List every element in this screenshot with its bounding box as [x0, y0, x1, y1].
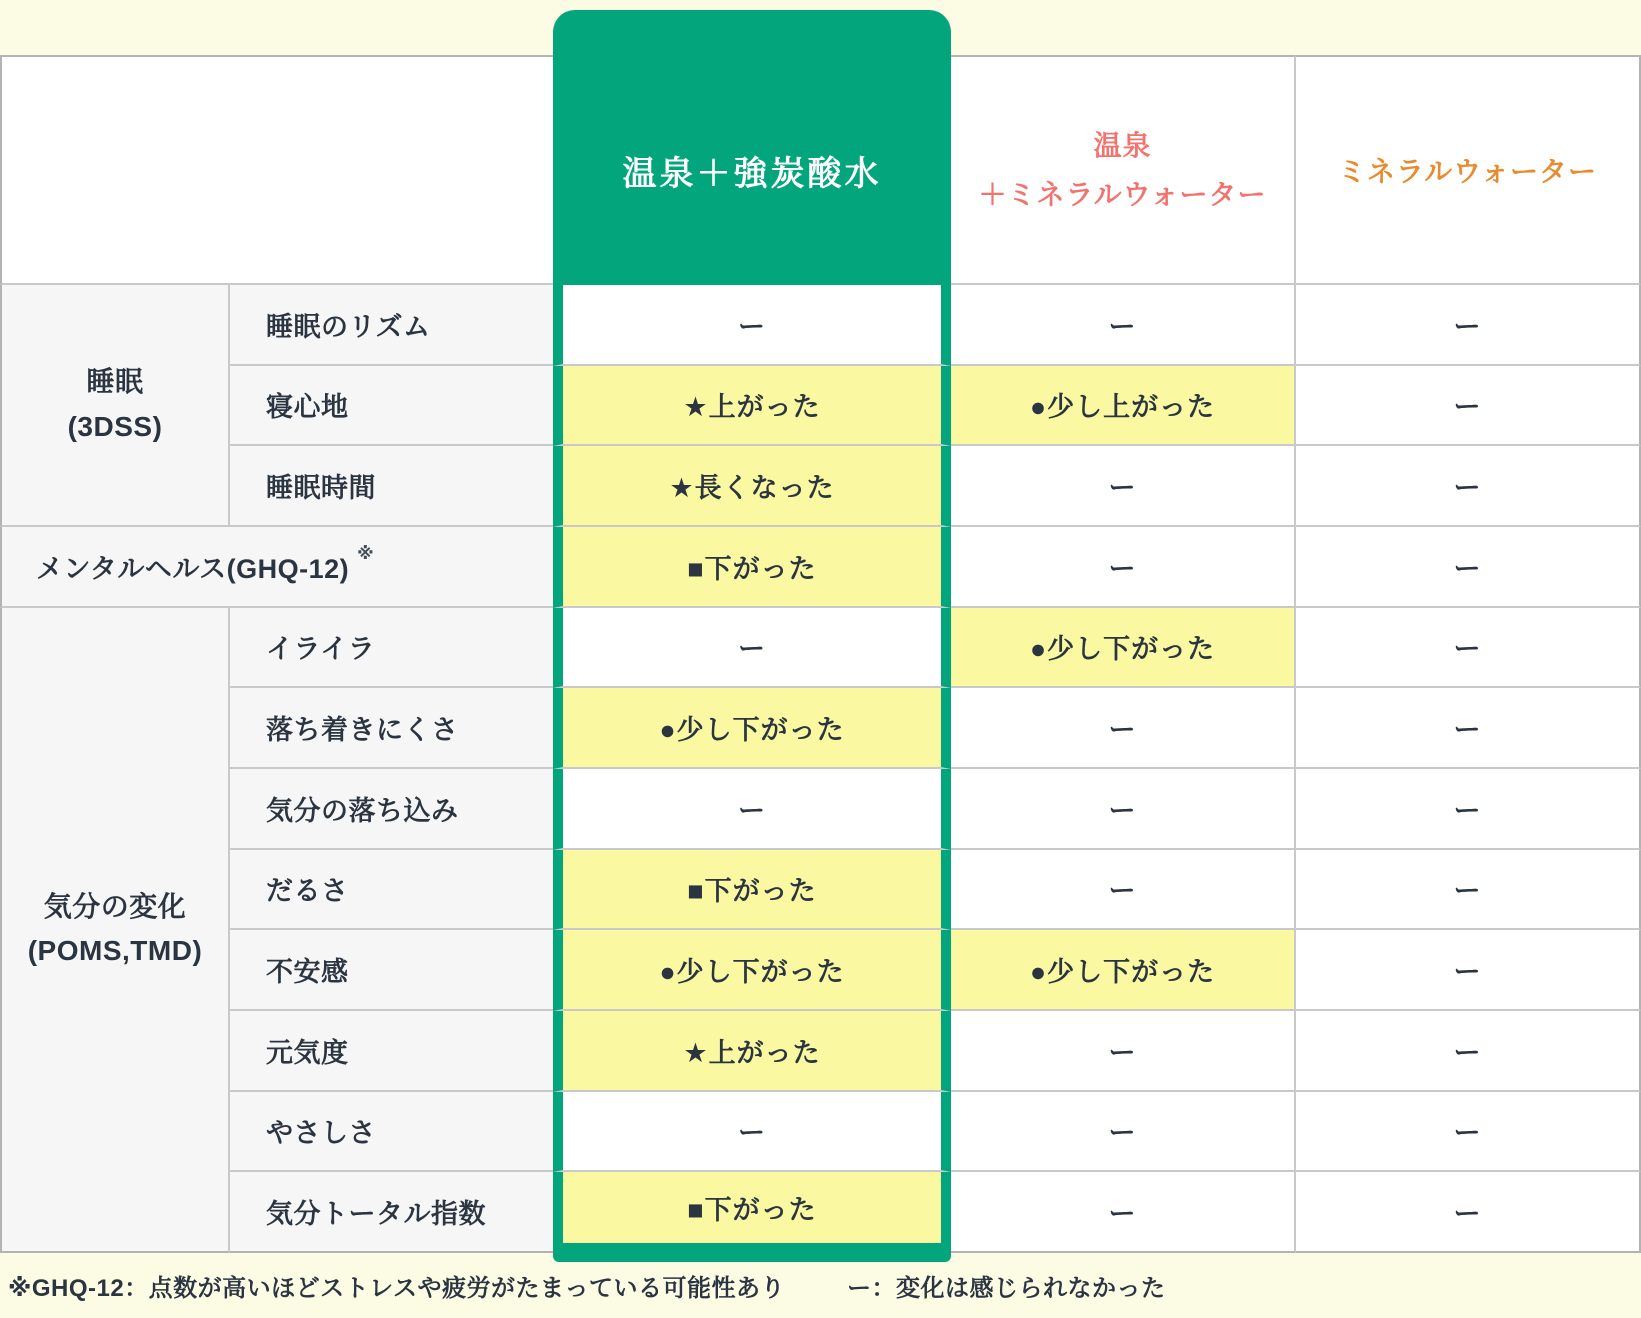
row-label: イライラ: [230, 608, 553, 689]
row-label: 元気度: [230, 1011, 553, 1092]
header-col2-label-line1: 温泉: [1093, 130, 1152, 161]
value-cell: ●少し下がった: [951, 930, 1296, 1011]
value-cell: ー: [1296, 688, 1641, 769]
value-cell: ー: [1296, 1011, 1641, 1092]
value-cell: ー: [553, 769, 951, 850]
value-cell: ★上がった: [553, 1011, 951, 1092]
value-cell: ー: [1296, 446, 1641, 527]
value-cell: ー: [951, 1011, 1296, 1092]
row-label: 睡眠のリズム: [230, 285, 553, 366]
value-cell: ●少し上がった: [951, 366, 1296, 447]
row-label: 気分トータル指数: [230, 1172, 553, 1253]
footnote-ghq: ※GHQ-12：点数が高いほどストレスや疲労がたまっている可能性あり: [8, 1275, 785, 1302]
value-cell: ー: [1296, 1092, 1641, 1173]
value-cell: ●少し下がった: [553, 930, 951, 1011]
value-cell: ー: [951, 769, 1296, 850]
value-cell: ●少し下がった: [951, 608, 1296, 689]
value-cell: ★長くなった: [553, 446, 951, 527]
value-cell: ー: [951, 527, 1296, 608]
value-cell: ★上がった: [553, 366, 951, 447]
header-col-onsen-mineral: [951, 55, 1296, 285]
value-cell: ー: [1296, 527, 1641, 608]
value-cell: ー: [951, 446, 1296, 527]
value-cell: ー: [553, 285, 951, 366]
header-empty-cell: [0, 55, 553, 285]
value-cell: ■下がった: [553, 850, 951, 931]
value-cell: ー: [553, 608, 951, 689]
row-group-sleep: 睡眠 (3DSS): [0, 285, 230, 527]
value-cell: ー: [1296, 608, 1641, 689]
value-cell: ー: [1296, 930, 1641, 1011]
value-cell: ー: [1296, 850, 1641, 931]
footnote-marker: ※: [357, 544, 375, 564]
value-cell: ●少し下がった: [553, 688, 951, 769]
footnote-dash-legend: ー：変化は感じられなかった: [846, 1275, 1166, 1302]
results-table: [0, 55, 1641, 1253]
header-col-onsen-carbonated: [553, 55, 951, 285]
value-cell: ー: [951, 1092, 1296, 1173]
value-cell: ー: [951, 285, 1296, 366]
row-label: 落ち着きにくさ: [230, 688, 553, 769]
footnote-bar: [0, 1253, 1641, 1318]
value-cell: ー: [951, 688, 1296, 769]
header-col3-label: ミネラルウォーター: [1337, 156, 1598, 187]
header-col2-label-line2: ＋ミネラルウォーター: [978, 179, 1267, 210]
value-cell: ■下がった: [553, 1172, 951, 1253]
row-label: 寝心地: [230, 366, 553, 447]
header-col-mineral: [1296, 55, 1641, 285]
value-cell: ー: [1296, 1172, 1641, 1253]
row-label: メンタルヘルス(GHQ-12) ※: [0, 527, 553, 608]
value-cell: ー: [1296, 366, 1641, 447]
value-cell: ー: [1296, 769, 1641, 850]
value-cell: ー: [1296, 285, 1641, 366]
row-label: やさしさ: [230, 1092, 553, 1173]
row-label: 睡眠時間: [230, 446, 553, 527]
value-cell: ー: [951, 1172, 1296, 1253]
header-col1-label: 温泉＋強炭酸水: [622, 154, 882, 193]
row-label: だるさ: [230, 850, 553, 931]
value-cell: ■下がった: [553, 527, 951, 608]
row-group-mood: 気分の変化 (POMS,TMD): [0, 608, 230, 1253]
value-cell: ー: [553, 1092, 951, 1173]
row-label: 不安感: [230, 930, 553, 1011]
value-cell: ー: [951, 850, 1296, 931]
row-label: 気分の落ち込み: [230, 769, 553, 850]
